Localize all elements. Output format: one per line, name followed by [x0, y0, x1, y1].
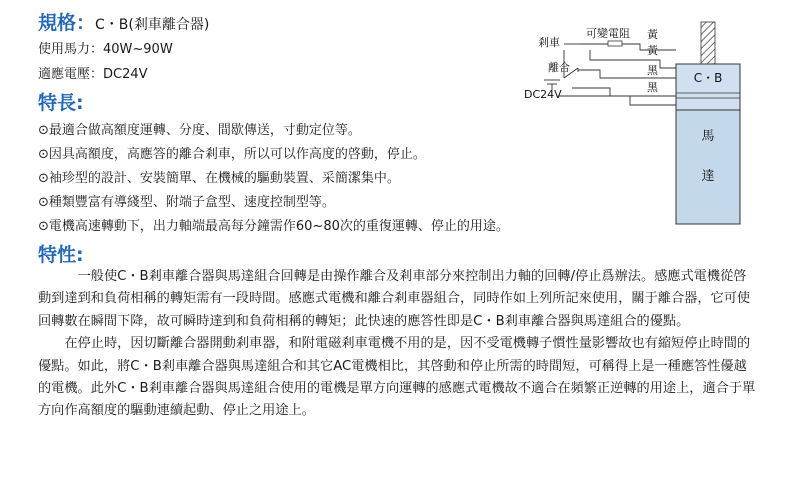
wire-label-yellow: 黃: [647, 44, 658, 57]
feature-item: ⊙袖珍型的設計、安裝簡單、在機械的驅動裝置、采簡潔集中。: [38, 171, 400, 186]
motor-label-2: 達: [701, 169, 715, 184]
wiring-diagram: [520, 10, 760, 240]
characteristics-heading: 特性:: [38, 244, 84, 266]
wire-label-black: 黑: [647, 81, 658, 94]
characteristics-body: [38, 266, 758, 423]
wiring-lines: [558, 44, 676, 105]
motor-body: [676, 110, 740, 224]
cb-label: C・B: [693, 71, 723, 85]
spec-model: C・B(剎車離合器): [95, 17, 210, 33]
paragraph-1: 一般使C・B剎車離合器與馬達組合回轉是由操作離合及剎車部分來控制出力軸的回轉/停止爲辦法。感應式電機從啓動到達到和負荷相稱的轉矩需有一段時間。感應式電機和離合剎車器組合，同時作如上列所記來使用，關于離合器，它可使回轉數在瞬間下降，故可瞬時達到和負荷相稱的轉矩；此快速的應答性即是C・B剎車離合器與馬達組合的優點。: [38, 269, 751, 329]
spec-voltage: 適應電壓：DC24V: [38, 67, 148, 82]
motor-shaft: [701, 22, 715, 64]
dc-label: DC24V: [524, 88, 562, 101]
features-heading: 特長:: [38, 92, 84, 114]
spec-heading: 規格：C・B(剎車離合器): [38, 12, 210, 34]
spec-power: 使用馬力：40W~90W: [38, 42, 173, 57]
feature-item: ⊙因具高額度，高應答的離合剎車，所以可以作高度的啓動，停止。: [38, 147, 426, 162]
wire-label-black: 黑: [647, 64, 658, 77]
feature-item: ⊙電機高速轉動下，出力軸端最高每分鐘需作60~80次的重復運轉、停止的用途。: [38, 219, 509, 234]
brake-label: 剎車: [538, 36, 560, 49]
resistor-label: 可變電阻: [586, 27, 630, 40]
motor-label-1: 馬: [701, 129, 715, 144]
clutch-label: 離合: [548, 61, 570, 74]
feature-item: ⊙最適合做高額度運轉、分度、間歇傳送，寸動定位等。: [38, 123, 361, 138]
feature-item: ⊙種類豐富有導綫型、附端子盒型、速度控制型等。: [38, 195, 335, 210]
resistor-icon: [608, 41, 622, 46]
wire-label-yellow: 黃: [647, 28, 658, 41]
paragraph-2: 在停止時，因切斷離合器開動剎車器，和附電磁剎車電機不用的是，因不受電機轉子慣性量影響故也有縮短停止時間的優點。如此，將C・B剎車離合器與馬達組合和其它AC電機相比，其啓動和停止所需的時間短，可稱得上是一種應答性優越的電機。此外C・B剎車離合器與馬達組合使用的電機是單方向運轉的感應式電機故不適合在頻繁正逆轉的用途上，適合于單方向作高額度的驅動連續起動、停止之用途上。: [38, 336, 756, 419]
